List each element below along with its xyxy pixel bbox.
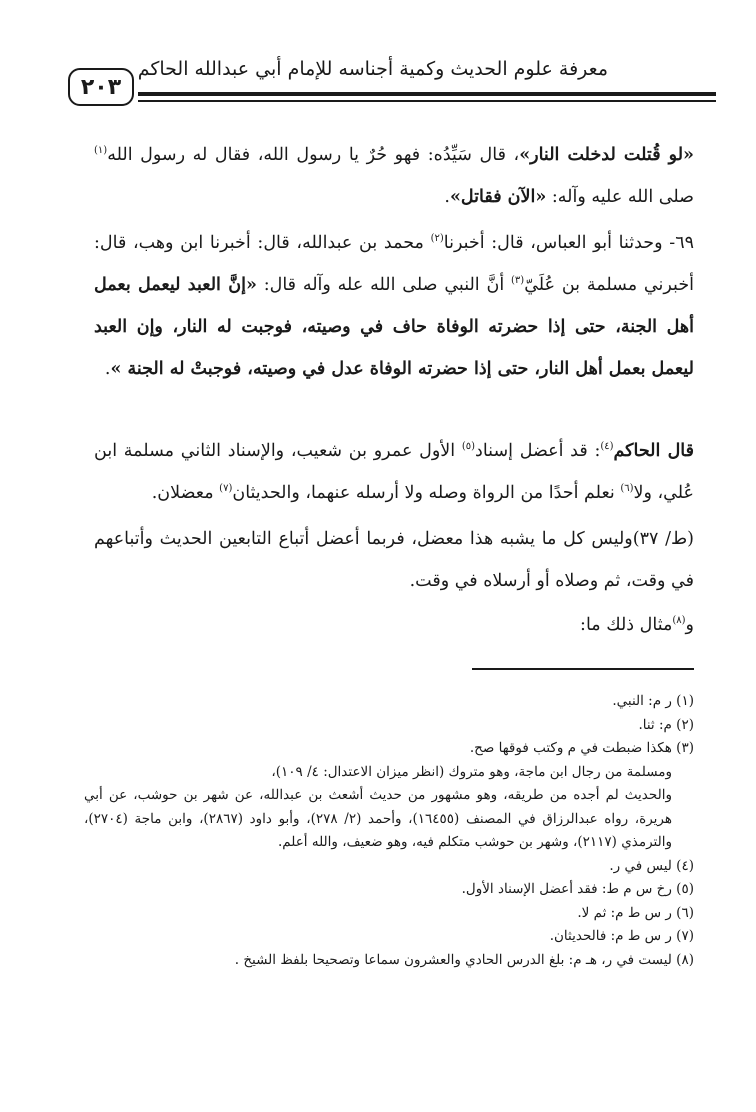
text-span: مثال ذلك ما: xyxy=(580,615,673,635)
paragraph-5 xyxy=(94,604,694,646)
paragraph-2 xyxy=(94,222,694,390)
footnote: (٢) م: ثنا. xyxy=(638,716,694,733)
paragraph-1 xyxy=(94,134,694,218)
footnote-ref: (٦) xyxy=(620,483,634,495)
speaker-label: قال الحاكم xyxy=(613,441,694,461)
text-span: ٦٩- وحدثنا أبو العباس، قال: أخبرنا xyxy=(443,233,694,253)
footnote: (٦) ر س ط م: ثم لا. xyxy=(577,904,694,921)
hadith-quote: «الآن فقاتل» xyxy=(449,187,547,207)
text-span: نعلم أحدًا من الرواة وصله ولا أرسله عنهما، والحديثان xyxy=(232,483,621,503)
header-rule-thick xyxy=(138,92,716,96)
text-span: صلى الله عليه وآله: xyxy=(546,187,694,207)
text-span: : قد أعضل إسناد xyxy=(475,441,601,461)
header-rule-thin xyxy=(138,100,716,102)
text-span: . xyxy=(444,187,450,207)
hadith-quote: «إنَّ العبد ليعمل بعمل أهل الجنة، حتى إذا حضرته الوفاة حاف في وصيته، فوجبت له النار، وإن العبد ليعمل بعمل أهل النار، حتى إذا حضرته الوفاة عدل في وصيته، فوجبتْ له الجنة » xyxy=(94,275,694,379)
text-span: أنَّ النبي صلى الله عله وآله قال: xyxy=(256,275,512,295)
footnote: (١) ر م: النبي. xyxy=(612,693,694,709)
text-span: و xyxy=(685,615,694,635)
running-header-title: معرفة علوم الحديث وكمية أجناسه للإمام أبي عبدالله الحاكم xyxy=(137,58,608,80)
footnote: (٣) هكذا ضبطت في م وكتب فوقها صح. xyxy=(469,740,694,756)
text-span: الأول عمرو بن شعيب، والإسناد الثاني مسلمة ابن عُلي، ولا xyxy=(94,441,694,503)
footnote: (٧) ر س ط م: فالحديثان. xyxy=(549,928,694,944)
text-span: (ط/ ٣٧)وليس كل ما يشبه هذا معضل، فربما أعضل أتباع التابعين الحديث وأتباعهم في وقت، ثم وصلاه أو أرسلاه في وقت. xyxy=(94,529,694,591)
footnotes xyxy=(84,690,694,972)
footnote-ref: (٢) xyxy=(430,233,444,245)
paragraph-4 xyxy=(94,518,694,602)
footnote-separator xyxy=(472,668,694,670)
footnote-ref: (٥) xyxy=(461,441,476,453)
text-span: ، قال سَيِّدُه: فهو حُرٌ يا رسول الله، فقال له رسول الله xyxy=(107,145,520,165)
footnote: (٤) ليس في ر. xyxy=(609,857,694,874)
footnote-continuation: والحديث لم أجده من طريقه، وهو مشهور من حديث أشعث بن عبدالله، عن شهر بن حوشب، عن أبي هريرة، رواه عبدالرزاق في المصنف (١٦٤٥٥)، وأحمد (٢/ ٢٧٨)، وأبو داود (٢٨٦٧)، وابن ماجة (٢٧٠٤)، والترمذي (٢١١٧)، وشهر بن حوشب متكلم فيه، وهو ضعيف، والله أعلم. xyxy=(84,787,672,850)
footnote-ref: (١) xyxy=(94,145,108,157)
footnote: (٨) ليست في ر، هـ م: بلغ الدرس الحادي والعشرون سماعا وتصحيحا بلفظ الشيخ . xyxy=(234,951,694,968)
text-span: محمد بن عبدالله، قال: أخبرنا ابن وهب، قال: أخبرني مسلمة بن عُلَيّ xyxy=(94,233,695,295)
footnote-ref: (٧) xyxy=(219,483,233,495)
footnote-continuation: ومسلمة من رجال ابن ماجة، وهو متروك (انظر ميزان الاعتدال: ٤/ ١٠٩)، xyxy=(271,763,672,780)
footnote: (٥) رخ س م ط: فقد أعضل الإسناد الأول. xyxy=(461,881,694,897)
footnote-ref: (٣) xyxy=(511,275,525,287)
footnote-ref: (٨) xyxy=(672,615,686,627)
paragraph-3 xyxy=(94,430,694,514)
hadith-quote: «لو قُتلت لدخلت النار» xyxy=(519,145,694,165)
footnote-ref: (٤) xyxy=(600,441,614,453)
text-span: معضلان. xyxy=(151,483,220,503)
text-span: . xyxy=(104,359,111,379)
page-number: ٢٠٣ xyxy=(68,68,134,106)
